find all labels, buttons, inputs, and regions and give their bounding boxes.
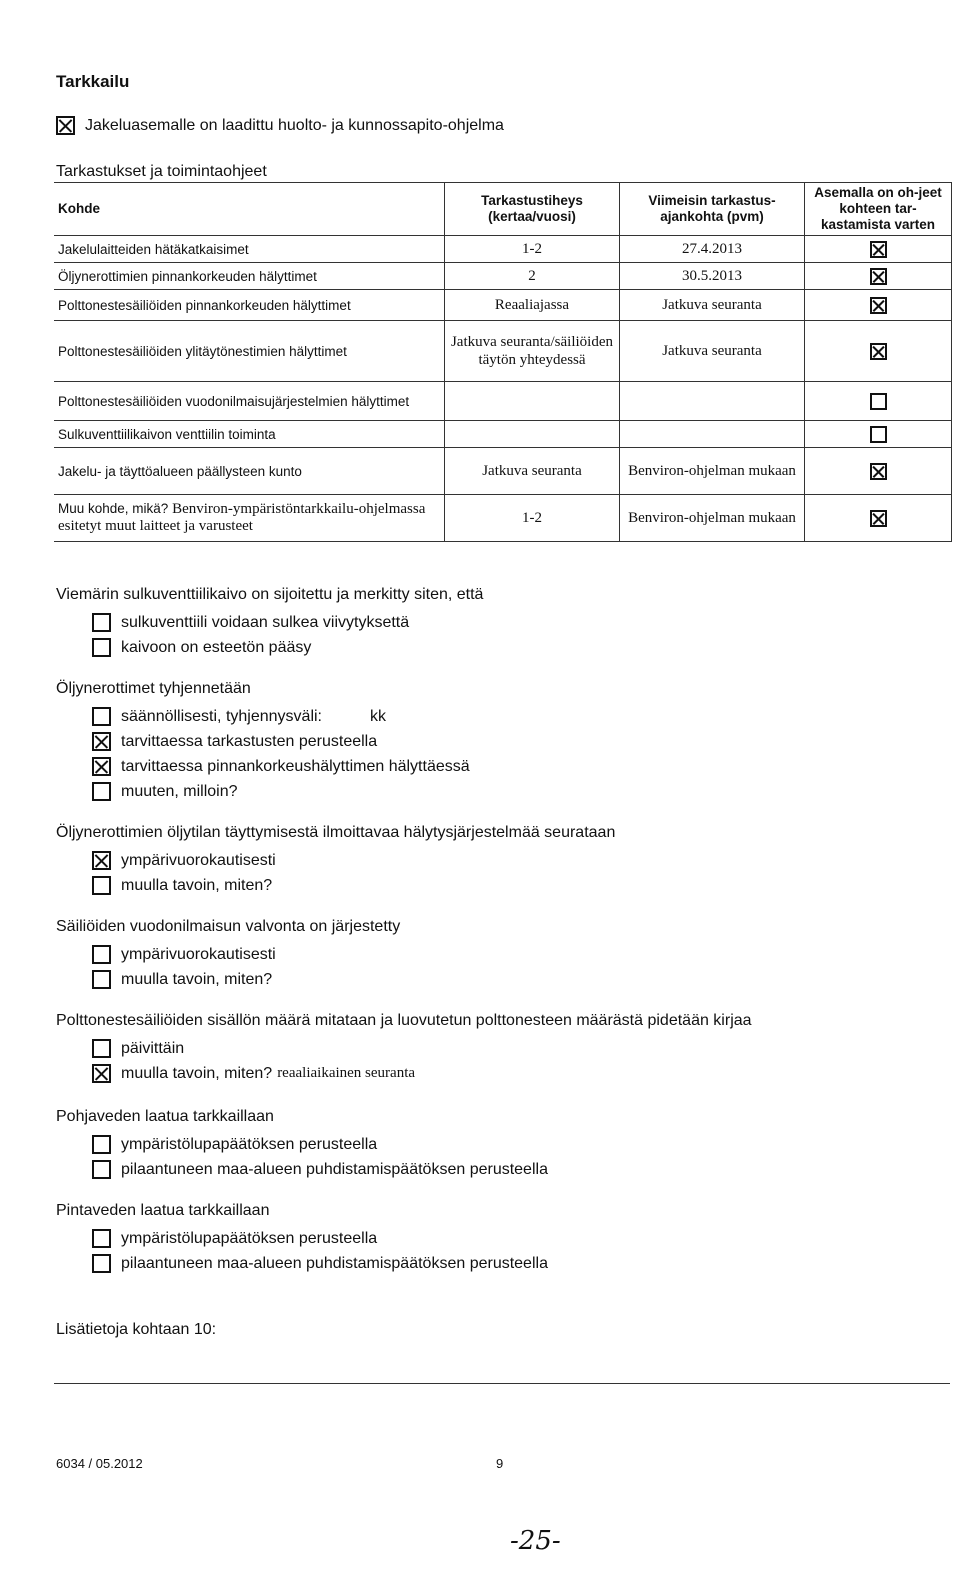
option-checkbox[interactable] <box>92 732 111 751</box>
row-last-inspection: Jatkuva seuranta <box>620 290 805 321</box>
instructions-checkbox[interactable] <box>870 343 887 360</box>
row-last-inspection: Benviron-ohjelman mukaan <box>620 448 805 495</box>
table-header-row <box>54 183 952 236</box>
option-checkbox[interactable] <box>92 782 111 801</box>
handwritten-page-number: -25- <box>510 1526 561 1556</box>
option-checkbox[interactable] <box>92 613 111 632</box>
instructions-checkbox[interactable] <box>870 393 887 410</box>
header-instructions: Asemalla on oh-jeet kohteen tar-kastamista varten <box>805 183 952 236</box>
row-last-inspection: Benviron-ohjelman mukaan <box>620 495 805 542</box>
option-row <box>92 704 470 729</box>
row-instructions-cell <box>805 263 952 290</box>
option-checkbox[interactable] <box>92 707 111 726</box>
table-row <box>54 236 952 263</box>
option-suffix: kk <box>370 707 386 725</box>
option-label: kaivoon on esteetön pääsy <box>121 638 312 656</box>
maintenance-program-row <box>56 116 504 135</box>
inspection-table <box>54 182 952 542</box>
header-frequency: Tarkastustiheys (kertaa/vuosi) <box>445 183 620 236</box>
option-row <box>92 873 615 898</box>
row-instructions-cell <box>805 236 952 263</box>
option-label: tarvittaessa tarkastusten perusteella <box>121 732 378 750</box>
option-checkbox[interactable] <box>92 638 111 657</box>
question-text: Viemärin sulkuventtiilikaivo on sijoitettu ja merkitty siten, että <box>56 586 484 603</box>
option-label: ympäristölupapäätöksen perusteella <box>121 1229 378 1247</box>
table-row <box>54 321 952 382</box>
question-text: Polttonestesäiliöiden sisällön määrä mitataan ja luovutetun polttonesteen määrästä pidetään kirjaa <box>56 1012 752 1029</box>
row-target: Jakelulaitteiden hätäkatkaisimet <box>54 236 445 263</box>
table-row <box>54 382 952 421</box>
option-row <box>92 729 470 754</box>
option-checkbox[interactable] <box>92 1039 111 1058</box>
option-checkbox[interactable] <box>92 1064 111 1083</box>
page-number: 9 <box>496 1456 504 1471</box>
row-instructions-cell <box>805 448 952 495</box>
maintenance-program-checkbox[interactable] <box>56 116 75 135</box>
option-checkbox[interactable] <box>92 876 111 895</box>
question-section <box>56 1202 548 1276</box>
row-instructions-cell <box>805 421 952 448</box>
question-section <box>56 586 483 660</box>
row-frequency <box>445 421 620 448</box>
row-last-inspection: Jatkuva seuranta <box>620 321 805 382</box>
table-row <box>54 421 952 448</box>
option-checkbox[interactable] <box>92 851 111 870</box>
row-target: Öljynerottimien pinnankorkeuden hälyttimet <box>54 263 445 290</box>
table-row <box>54 495 952 542</box>
option-checkbox[interactable] <box>92 757 111 776</box>
instructions-checkbox[interactable] <box>870 510 887 527</box>
row-frequency: 1-2 <box>445 495 620 542</box>
option-label: muulla tavoin, miten? <box>121 1064 273 1082</box>
header-last-inspection: Viimeisin tarkastus-ajankohta (pvm) <box>620 183 805 236</box>
table-title: Tarkastukset ja toimintaohjeet <box>56 163 267 180</box>
option-label: pilaantuneen maa-alueen puhdistamispäätöksen perusteella <box>121 1254 548 1272</box>
option-label: ympärivuorokautisesti <box>121 945 276 963</box>
instructions-checkbox[interactable] <box>870 268 887 285</box>
option-row <box>92 754 470 779</box>
option-row <box>92 1251 548 1276</box>
option-row <box>92 1132 548 1157</box>
row-instructions-cell <box>805 321 952 382</box>
option-row <box>92 848 615 873</box>
option-checkbox[interactable] <box>92 945 111 964</box>
option-label: muulla tavoin, miten? <box>121 876 273 894</box>
additional-info-label: Lisätietoja kohtaan 10: <box>56 1321 217 1338</box>
row-frequency: Reaaliajassa <box>445 290 620 321</box>
option-checkbox[interactable] <box>92 1135 111 1154</box>
option-checkbox[interactable] <box>92 1160 111 1179</box>
header-target: Kohde <box>54 183 445 236</box>
option-row <box>92 1061 752 1086</box>
option-label: pilaantuneen maa-alueen puhdistamispäätöksen perusteella <box>121 1160 548 1178</box>
row-frequency: Jatkuva seuranta <box>445 448 620 495</box>
table-row <box>54 263 952 290</box>
table-row <box>54 290 952 321</box>
row-frequency <box>445 382 620 421</box>
divider-line <box>54 1383 950 1384</box>
instructions-checkbox[interactable] <box>870 297 887 314</box>
instructions-checkbox[interactable] <box>870 426 887 443</box>
option-label: päivittäin <box>121 1039 185 1057</box>
row-last-inspection <box>620 382 805 421</box>
row-target: Polttonestesäiliöiden ylitäytönestimien hälyttimet <box>54 321 445 382</box>
row-frequency: Jatkuva seuranta/säiliöiden täytön yhteydessä <box>445 321 620 382</box>
row-last-inspection: 27.4.2013 <box>620 236 805 263</box>
row-last-inspection <box>620 421 805 448</box>
question-section <box>56 1108 548 1182</box>
option-row <box>92 1036 752 1061</box>
option-label: säännöllisesti, tyhjennysväli: <box>121 707 322 725</box>
question-section <box>56 824 615 898</box>
option-label: muulla tavoin, miten? <box>121 970 273 988</box>
row-instructions-cell <box>805 290 952 321</box>
question-section <box>56 918 400 992</box>
option-row <box>92 1226 548 1251</box>
option-answer[interactable]: reaaliaikainen seuranta <box>277 1065 416 1081</box>
table-row <box>54 448 952 495</box>
row-target: Polttonestesäiliöiden vuodonilmaisujärjestelmien hälyttimet <box>54 382 445 421</box>
option-row <box>92 942 400 967</box>
row-target: Sulkuventtiilikaivon venttiilin toiminta <box>54 421 445 448</box>
option-label: ympärivuorokautisesti <box>121 851 276 869</box>
section-title: Tarkkailu <box>56 72 130 91</box>
option-row <box>92 779 470 804</box>
question-text: Öljynerottimet tyhjennetään <box>56 680 251 697</box>
row-target: Polttonestesäiliöiden pinnankorkeuden hälyttimet <box>54 290 445 321</box>
question-section <box>56 680 470 804</box>
instructions-checkbox[interactable] <box>870 463 887 480</box>
option-label: sulkuventtiili voidaan sulkea viivytyksettä <box>121 613 410 631</box>
question-text: Öljynerottimien öljytilan täyttymisestä ilmoittavaa hälytysjärjestelmää seurataan <box>56 824 616 841</box>
option-checkbox[interactable] <box>92 1254 111 1273</box>
option-checkbox[interactable] <box>92 970 111 989</box>
option-checkbox[interactable] <box>92 1229 111 1248</box>
question-text: Pohjaveden laatua tarkkaillaan <box>56 1108 274 1125</box>
instructions-checkbox[interactable] <box>870 241 887 258</box>
form-code: 6034 / 05.2012 <box>56 1456 143 1471</box>
question-text: Säiliöiden vuodonilmaisun valvonta on järjestetty <box>56 918 401 935</box>
option-label: tarvittaessa pinnankorkeushälyttimen hälyttäessä <box>121 757 470 775</box>
option-label: ympäristölupapäätöksen perusteella <box>121 1135 378 1153</box>
question-text: Pintaveden laatua tarkkaillaan <box>56 1202 270 1219</box>
row-frequency: 1-2 <box>445 236 620 263</box>
row-target-text: Benviron-ympäristöntarkkailu-ohjelmassa esitetyt muut laitteet ja varusteet <box>58 501 426 534</box>
question-section <box>56 1012 752 1086</box>
row-frequency: 2 <box>445 263 620 290</box>
row-target <box>54 495 445 542</box>
option-row <box>92 610 483 635</box>
option-row <box>92 635 483 660</box>
option-label: muuten, milloin? <box>121 782 238 800</box>
row-target: Jakelu- ja täyttöalueen päällysteen kunto <box>54 448 445 495</box>
row-target-prefix: Muu kohde, mikä? <box>58 501 169 516</box>
option-row <box>92 967 400 992</box>
maintenance-program-label: Jakeluasemalle on laadittu huolto- ja kunnossapito-ohjelma <box>85 116 504 134</box>
row-instructions-cell <box>805 495 952 542</box>
row-instructions-cell <box>805 382 952 421</box>
row-last-inspection: 30.5.2013 <box>620 263 805 290</box>
option-row <box>92 1157 548 1182</box>
